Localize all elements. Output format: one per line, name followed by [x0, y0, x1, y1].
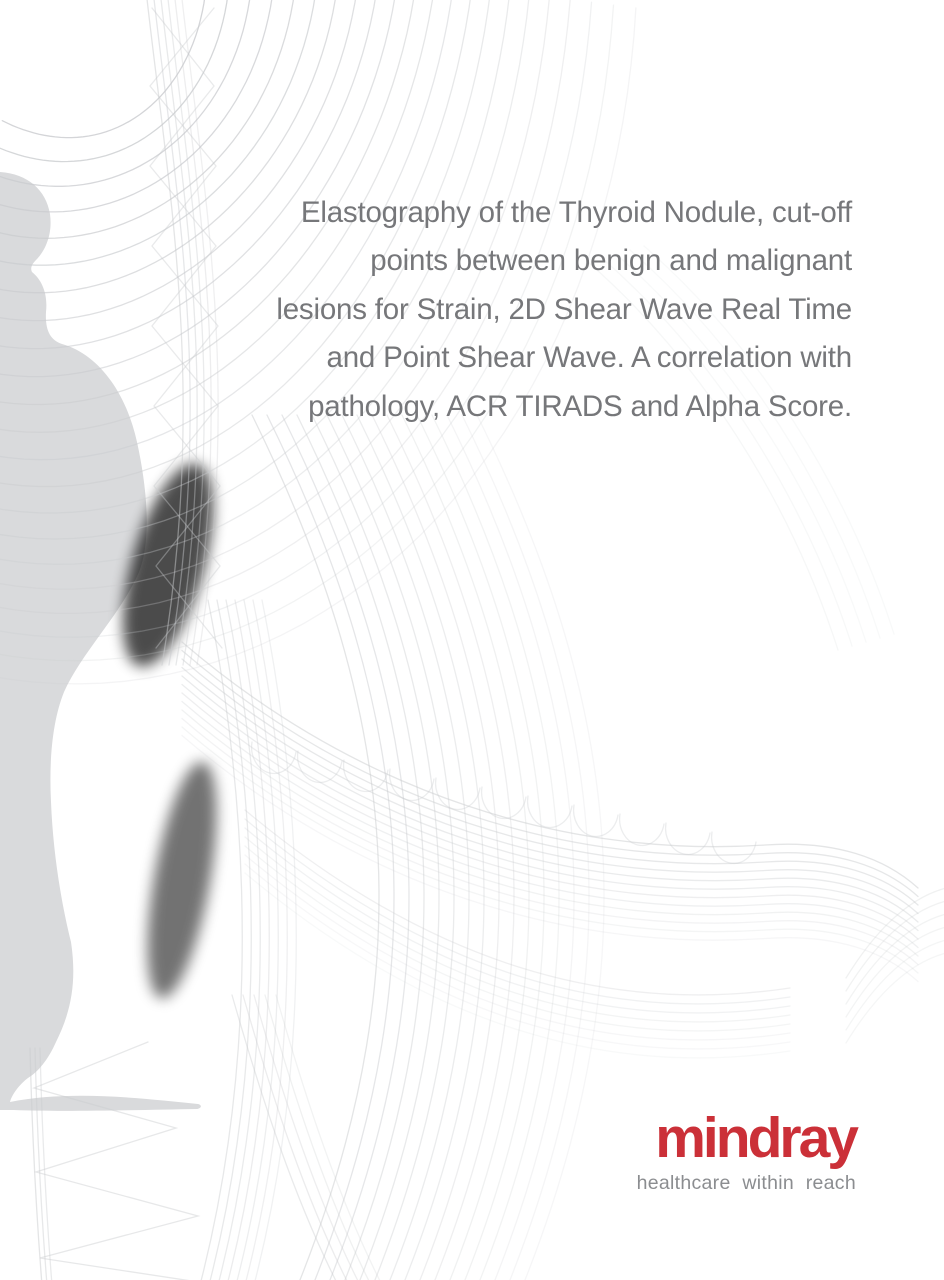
document-title	[172, 189, 852, 431]
brand-tagline: healthcare within reach	[636, 1172, 856, 1194]
title-line: Elastography of the Thyroid Nodule, cut-off	[300, 196, 852, 229]
figure-silhouette	[0, 172, 201, 1111]
figure-arm-shadow	[104, 454, 231, 676]
title-line: pathology, ACR TIRADS and Alpha Score.	[308, 389, 852, 423]
title-line: points between benign and malignant	[370, 244, 852, 278]
figure-hand-shadow	[134, 757, 231, 1003]
title-line: and Point Shear Wave. A correlation with	[326, 341, 852, 375]
mindray-logo	[636, 1106, 856, 1195]
title-line: lesions for Strain, 2D Shear Wave Real Time	[276, 292, 852, 326]
mindray-wordmark: mindray	[655, 1106, 856, 1170]
